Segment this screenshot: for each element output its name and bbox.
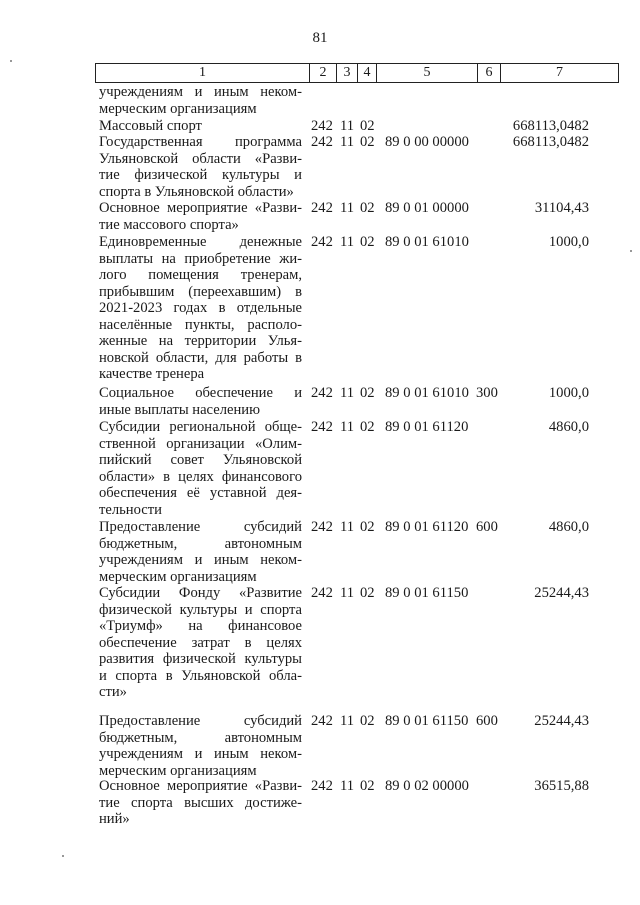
row-amount: 36515,88 bbox=[534, 778, 589, 794]
row-ministry: 242 bbox=[311, 134, 333, 150]
row-name-line: лого помещения тренерам, bbox=[99, 267, 302, 283]
row-amount: 668113,0482 bbox=[512, 118, 589, 134]
row-amount: 25244,43 bbox=[534, 713, 589, 729]
row-name-line: Субсидии Фонду «Развитие bbox=[99, 585, 302, 601]
row-name-line: Единовременные денежные bbox=[99, 234, 302, 250]
header-col-2: 2 bbox=[309, 64, 336, 82]
header-col-7: 7 bbox=[500, 64, 618, 82]
row-section: 11 bbox=[340, 200, 355, 216]
row-name-line: области» в целях финансового bbox=[99, 468, 302, 485]
scan-speck bbox=[10, 60, 12, 62]
row-name-line: физической культуры и спорта bbox=[99, 601, 302, 618]
row-name bbox=[99, 778, 302, 828]
row-csr: 89 0 01 61120 bbox=[385, 519, 469, 535]
row-name bbox=[99, 585, 302, 701]
row-name-line: выплаты на приобретение жи- bbox=[99, 250, 302, 267]
header-col-4: 4 bbox=[357, 64, 376, 82]
row-name-line: тие физической культуры и bbox=[99, 167, 302, 183]
table-header bbox=[95, 63, 619, 83]
row-name-line: «Триумф» на финансовое bbox=[99, 618, 302, 634]
row-name-line: тие спорта высших достиже- bbox=[99, 794, 302, 811]
row-section: 11 bbox=[340, 519, 355, 535]
row-name-line: 2021-2023 годах в отдельные bbox=[99, 300, 302, 316]
row-csr: 89 0 01 00000 bbox=[385, 200, 469, 216]
row-name bbox=[99, 84, 302, 117]
row-csr: 89 0 01 61150 bbox=[385, 713, 469, 729]
row-amount: 25244,43 bbox=[534, 585, 589, 601]
row-name-line: обеспечения её уставной дея- bbox=[99, 485, 302, 501]
scan-speck bbox=[62, 855, 64, 857]
row-ministry: 242 bbox=[311, 234, 333, 250]
row-section: 11 bbox=[340, 419, 355, 435]
row-name-line: мерческим организациям bbox=[99, 100, 257, 117]
row-ministry: 242 bbox=[311, 585, 333, 601]
row-ministry: 242 bbox=[311, 385, 333, 401]
row-subsection: 02 bbox=[360, 519, 375, 535]
row-subsection: 02 bbox=[360, 200, 375, 216]
row-ministry: 242 bbox=[311, 419, 333, 435]
row-section: 11 bbox=[340, 385, 355, 401]
row-name bbox=[99, 134, 302, 200]
row-subsection: 02 bbox=[360, 385, 375, 401]
row-name-line: учреждениям и иным неком- bbox=[99, 552, 302, 568]
row-name bbox=[99, 419, 302, 518]
row-name-line: Массовый спорт bbox=[99, 118, 202, 134]
row-section: 11 bbox=[340, 778, 355, 794]
row-amount: 1000,0 bbox=[548, 385, 589, 401]
row-name-line: Основное мероприятие «Разви- bbox=[99, 778, 302, 794]
row-name-line: населённые пункты, располо- bbox=[99, 316, 302, 333]
row-name-line: иные выплаты населению bbox=[99, 401, 260, 418]
row-ministry: 242 bbox=[311, 200, 333, 216]
row-name-line: пийский совет Ульяновской bbox=[99, 452, 302, 468]
row-subsection: 02 bbox=[360, 778, 375, 794]
row-amount: 4860,0 bbox=[548, 419, 589, 435]
row-vr: 600 bbox=[476, 519, 498, 535]
row-name bbox=[99, 519, 302, 585]
row-name-line: женные на территории Улья- bbox=[99, 333, 302, 349]
row-subsection: 02 bbox=[360, 118, 375, 134]
header-col-6: 6 bbox=[477, 64, 500, 82]
row-name-line: ственной организации «Олим- bbox=[99, 435, 302, 452]
header-col-5: 5 bbox=[376, 64, 477, 82]
row-amount: 31104,43 bbox=[534, 200, 589, 216]
row-name-line: и спорта в Ульяновской обла- bbox=[99, 667, 302, 684]
row-name bbox=[99, 234, 302, 383]
row-subsection: 02 bbox=[360, 419, 375, 435]
row-name-line: сти» bbox=[99, 684, 127, 700]
row-name-line: развития физической культуры bbox=[99, 651, 302, 667]
scan-speck bbox=[630, 250, 632, 252]
row-csr: 89 0 01 61010 bbox=[385, 234, 469, 250]
row-csr: 89 0 00 00000 bbox=[385, 134, 469, 150]
row-subsection: 02 bbox=[360, 234, 375, 250]
row-name bbox=[99, 118, 302, 135]
row-name-line: Предоставление субсидий bbox=[99, 519, 302, 535]
row-amount: 668113,0482 bbox=[512, 134, 589, 150]
row-section: 11 bbox=[340, 134, 355, 150]
row-name-line: Основное мероприятие «Разви- bbox=[99, 200, 302, 216]
row-csr: 89 0 01 61120 bbox=[385, 419, 469, 435]
row-section: 11 bbox=[340, 585, 355, 601]
row-name-line: спорта в Ульяновской области» bbox=[99, 183, 294, 200]
row-vr: 600 bbox=[476, 713, 498, 729]
row-name bbox=[99, 200, 302, 233]
row-name-line: Предоставление субсидий bbox=[99, 713, 302, 729]
row-name-line: учреждениям и иным неком- bbox=[99, 84, 302, 100]
header-col-1: 1 bbox=[199, 65, 206, 80]
row-name-line: мерческим организациям bbox=[99, 762, 257, 779]
row-ministry: 242 bbox=[311, 118, 333, 134]
header-col-3: 3 bbox=[336, 64, 357, 82]
row-section: 11 bbox=[340, 234, 355, 250]
row-section: 11 bbox=[340, 713, 355, 729]
row-vr: 300 bbox=[476, 385, 498, 401]
row-name-line: Ульяновской области «Разви- bbox=[99, 150, 302, 167]
row-name-line: тельности bbox=[99, 501, 162, 518]
row-name-line: Государственная программа bbox=[99, 134, 302, 150]
row-name bbox=[99, 713, 302, 779]
row-section: 11 bbox=[340, 118, 355, 134]
row-amount: 1000,0 bbox=[548, 234, 589, 250]
row-name-line: бюджетным, автономным bbox=[99, 729, 302, 746]
row-name-line: прибывшим (переехавшим) в bbox=[99, 283, 302, 300]
page-number: 81 bbox=[312, 30, 328, 46]
row-name-line: Социальное обеспечение и bbox=[99, 385, 302, 401]
row-name-line: мерческим организациям bbox=[99, 568, 257, 585]
row-name-line: качестве тренера bbox=[99, 366, 205, 382]
row-subsection: 02 bbox=[360, 585, 375, 601]
row-subsection: 02 bbox=[360, 713, 375, 729]
row-csr: 89 0 01 61150 bbox=[385, 585, 469, 601]
row-ministry: 242 bbox=[311, 778, 333, 794]
row-name-line: новской области, для работы в bbox=[99, 349, 302, 366]
row-name-line: Субсидии региональной обще- bbox=[99, 419, 302, 435]
row-ministry: 242 bbox=[311, 713, 333, 729]
row-csr: 89 0 01 61010 bbox=[385, 385, 469, 401]
row-name bbox=[99, 385, 302, 418]
row-amount: 4860,0 bbox=[548, 519, 589, 535]
row-name-line: бюджетным, автономным bbox=[99, 535, 302, 552]
row-ministry: 242 bbox=[311, 519, 333, 535]
row-subsection: 02 bbox=[360, 134, 375, 150]
row-name-line: ний» bbox=[99, 811, 130, 827]
row-csr: 89 0 02 00000 bbox=[385, 778, 469, 794]
row-name-line: учреждениям и иным неком- bbox=[99, 746, 302, 762]
row-name-line: обеспечение затрат в целях bbox=[99, 634, 302, 651]
row-name-line: тие массового спорта» bbox=[99, 216, 239, 233]
